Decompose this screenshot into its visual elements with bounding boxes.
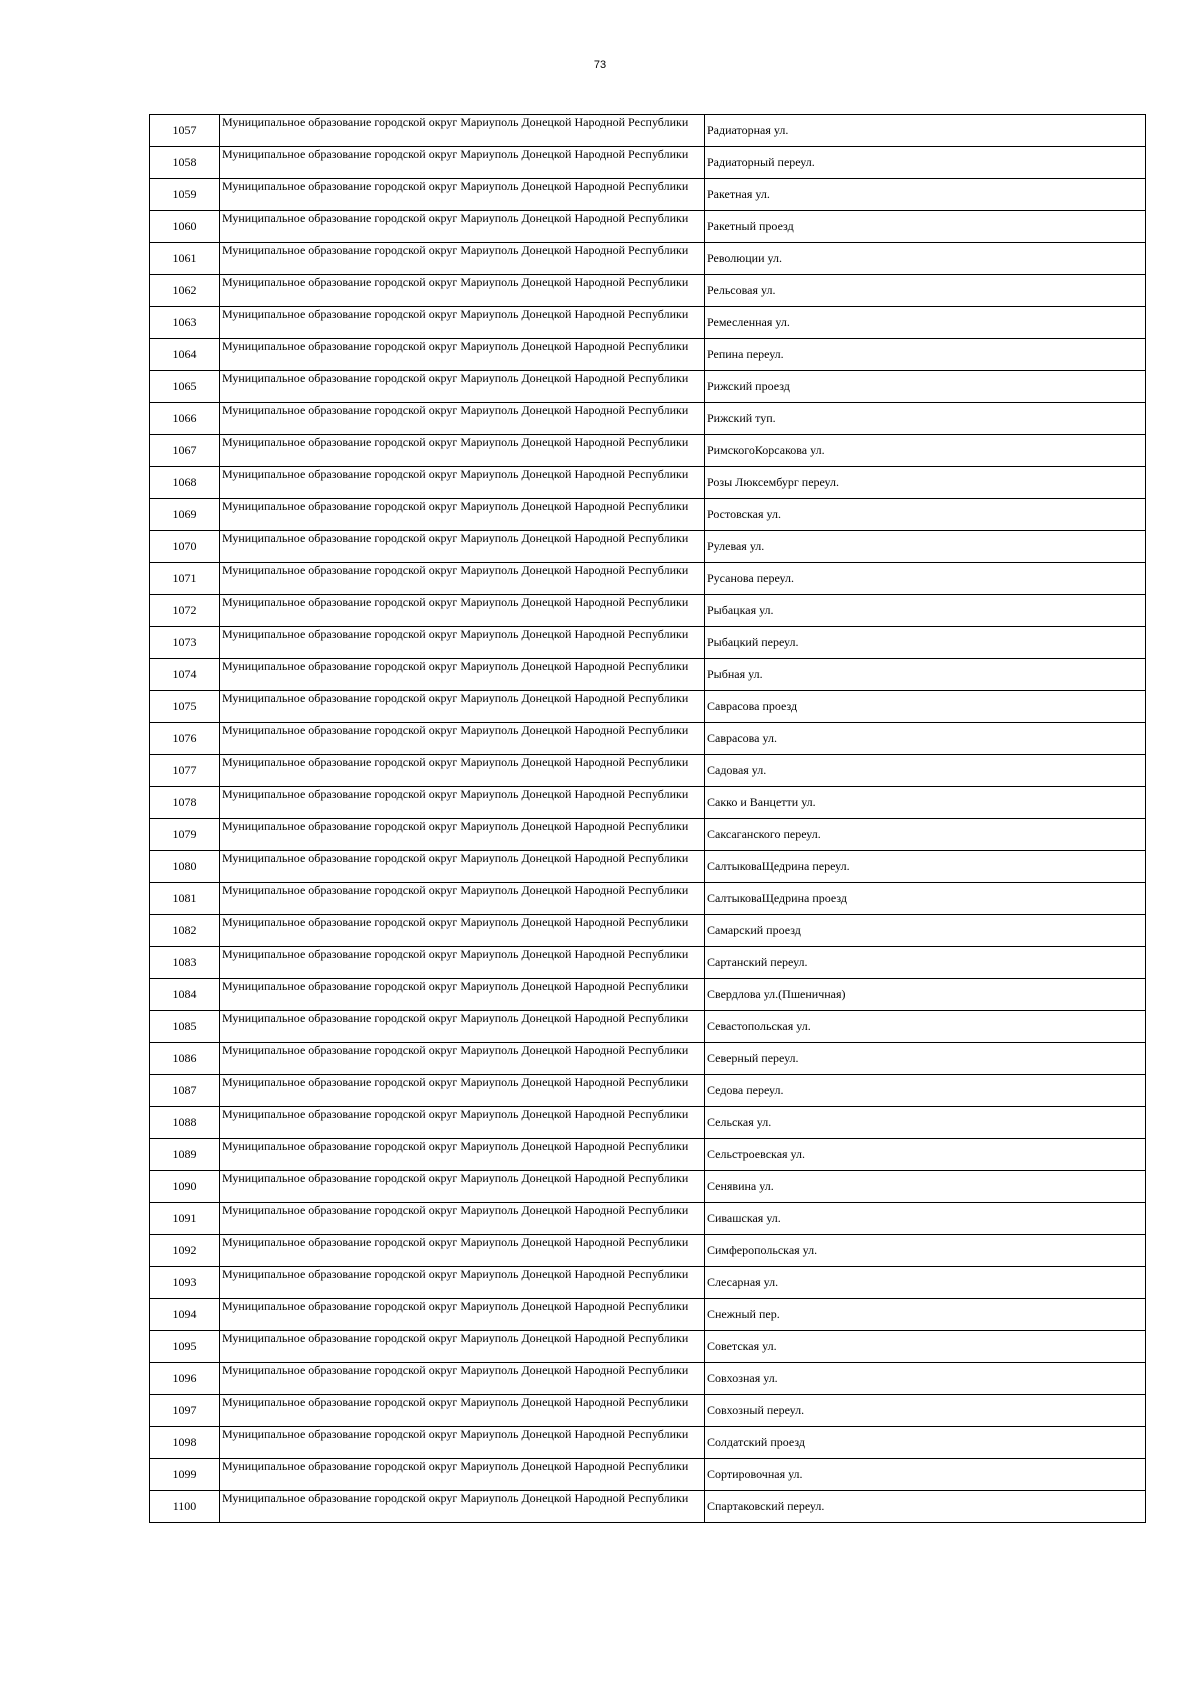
table-row <box>150 307 1146 339</box>
table-row <box>150 1267 1146 1299</box>
street-name: Свердлова ул.(Пшеничная) <box>705 979 1146 1011</box>
municipality-name: Муниципальное образование городской округ Мариуполь Донецкой Народной Республики <box>220 659 705 691</box>
municipality-name: Муниципальное образование городской округ Мариуполь Донецкой Народной Республики <box>220 1331 705 1363</box>
street-name: Рельсовая ул. <box>705 275 1146 307</box>
row-number: 1081 <box>150 883 220 915</box>
row-number: 1089 <box>150 1139 220 1171</box>
street-name: Советская ул. <box>705 1331 1146 1363</box>
table-row <box>150 435 1146 467</box>
row-number: 1077 <box>150 755 220 787</box>
table-row <box>150 179 1146 211</box>
municipality-name: Муниципальное образование городской округ Мариуполь Донецкой Народной Республики <box>220 307 705 339</box>
municipality-name: Муниципальное образование городской округ Мариуполь Донецкой Народной Республики <box>220 1171 705 1203</box>
row-number: 1084 <box>150 979 220 1011</box>
row-number: 1090 <box>150 1171 220 1203</box>
row-number: 1059 <box>150 179 220 211</box>
table-row <box>150 723 1146 755</box>
municipality-name: Муниципальное образование городской округ Мариуполь Донецкой Народной Республики <box>220 1427 705 1459</box>
row-number: 1061 <box>150 243 220 275</box>
row-number: 1066 <box>150 403 220 435</box>
row-number: 1078 <box>150 787 220 819</box>
municipality-name: Муниципальное образование городской округ Мариуполь Донецкой Народной Республики <box>220 979 705 1011</box>
table-row <box>150 147 1146 179</box>
row-number: 1063 <box>150 307 220 339</box>
street-name: Садовая ул. <box>705 755 1146 787</box>
table-row <box>150 787 1146 819</box>
street-name: Сельская ул. <box>705 1107 1146 1139</box>
street-name: Русанова переул. <box>705 563 1146 595</box>
row-number: 1086 <box>150 1043 220 1075</box>
row-number: 1094 <box>150 1299 220 1331</box>
row-number: 1069 <box>150 499 220 531</box>
row-number: 1096 <box>150 1363 220 1395</box>
row-number: 1070 <box>150 531 220 563</box>
street-name: Рыбацкий переул. <box>705 627 1146 659</box>
street-name: Сортировочная ул. <box>705 1459 1146 1491</box>
municipality-name: Муниципальное образование городской округ Мариуполь Донецкой Народной Республики <box>220 851 705 883</box>
street-registry-table <box>149 114 1146 1523</box>
street-name: Седова переул. <box>705 1075 1146 1107</box>
row-number: 1087 <box>150 1075 220 1107</box>
municipality-name: Муниципальное образование городской округ Мариуполь Донецкой Народной Республики <box>220 435 705 467</box>
row-number: 1083 <box>150 947 220 979</box>
municipality-name: Муниципальное образование городской округ Мариуполь Донецкой Народной Республики <box>220 595 705 627</box>
municipality-name: Муниципальное образование городской округ Мариуполь Донецкой Народной Республики <box>220 1139 705 1171</box>
row-number: 1075 <box>150 691 220 723</box>
street-name: СалтыковаЩедрина переул. <box>705 851 1146 883</box>
street-name: Радиаторный переул. <box>705 147 1146 179</box>
municipality-name: Муниципальное образование городской округ Мариуполь Донецкой Народной Республики <box>220 531 705 563</box>
street-name: Снежный пер. <box>705 1299 1146 1331</box>
table-row <box>150 1459 1146 1491</box>
municipality-name: Муниципальное образование городской округ Мариуполь Донецкой Народной Республики <box>220 1235 705 1267</box>
street-name: РимскогоКорсакова ул. <box>705 435 1146 467</box>
municipality-name: Муниципальное образование городской округ Мариуполь Донецкой Народной Республики <box>220 467 705 499</box>
table-row <box>150 755 1146 787</box>
table-row <box>150 1139 1146 1171</box>
street-name: Саврасова проезд <box>705 691 1146 723</box>
municipality-name: Муниципальное образование городской округ Мариуполь Донецкой Народной Республики <box>220 1267 705 1299</box>
table-row <box>150 1075 1146 1107</box>
street-name: Сартанский переул. <box>705 947 1146 979</box>
municipality-name: Муниципальное образование городской округ Мариуполь Донецкой Народной Республики <box>220 499 705 531</box>
street-name: СалтыковаЩедрина проезд <box>705 883 1146 915</box>
table-row <box>150 851 1146 883</box>
municipality-name: Муниципальное образование городской округ Мариуполь Донецкой Народной Республики <box>220 691 705 723</box>
municipality-name: Муниципальное образование городской округ Мариуполь Донецкой Народной Республики <box>220 1043 705 1075</box>
row-number: 1058 <box>150 147 220 179</box>
row-number: 1091 <box>150 1203 220 1235</box>
street-name: Самарский проезд <box>705 915 1146 947</box>
row-number: 1068 <box>150 467 220 499</box>
table-row <box>150 1171 1146 1203</box>
street-name: Ремесленная ул. <box>705 307 1146 339</box>
municipality-name: Муниципальное образование городской округ Мариуполь Донецкой Народной Республики <box>220 275 705 307</box>
municipality-name: Муниципальное образование городской округ Мариуполь Донецкой Народной Республики <box>220 371 705 403</box>
municipality-name: Муниципальное образование городской округ Мариуполь Донецкой Народной Республики <box>220 627 705 659</box>
page-number: 73 <box>593 59 607 71</box>
row-number: 1076 <box>150 723 220 755</box>
row-number: 1095 <box>150 1331 220 1363</box>
table-row <box>150 467 1146 499</box>
table-row <box>150 339 1146 371</box>
table-row <box>150 1043 1146 1075</box>
street-name: Слесарная ул. <box>705 1267 1146 1299</box>
table-row <box>150 819 1146 851</box>
row-number: 1082 <box>150 915 220 947</box>
municipality-name: Муниципальное образование городской округ Мариуполь Донецкой Народной Республики <box>220 755 705 787</box>
municipality-name: Муниципальное образование городской округ Мариуполь Донецкой Народной Республики <box>220 1363 705 1395</box>
municipality-name: Муниципальное образование городской округ Мариуполь Донецкой Народной Республики <box>220 1491 705 1523</box>
street-name: Радиаторная ул. <box>705 115 1146 147</box>
row-number: 1074 <box>150 659 220 691</box>
table-row <box>150 1363 1146 1395</box>
table-row <box>150 1203 1146 1235</box>
street-name: Симферопольская ул. <box>705 1235 1146 1267</box>
table-row <box>150 1427 1146 1459</box>
row-number: 1071 <box>150 563 220 595</box>
row-number: 1064 <box>150 339 220 371</box>
street-name: Сенявина ул. <box>705 1171 1146 1203</box>
table-row <box>150 1299 1146 1331</box>
street-name: Сельстроевская ул. <box>705 1139 1146 1171</box>
table-row <box>150 211 1146 243</box>
table-row <box>150 243 1146 275</box>
table-row <box>150 947 1146 979</box>
street-name: Северный переул. <box>705 1043 1146 1075</box>
municipality-name: Муниципальное образование городской округ Мариуполь Донецкой Народной Республики <box>220 563 705 595</box>
row-number: 1079 <box>150 819 220 851</box>
street-name: Рулевая ул. <box>705 531 1146 563</box>
municipality-name: Муниципальное образование городской округ Мариуполь Донецкой Народной Республики <box>220 1299 705 1331</box>
municipality-name: Муниципальное образование городской округ Мариуполь Донецкой Народной Республики <box>220 403 705 435</box>
street-name: Саксаганского переул. <box>705 819 1146 851</box>
municipality-name: Муниципальное образование городской округ Мариуполь Донецкой Народной Республики <box>220 1395 705 1427</box>
table-row <box>150 1011 1146 1043</box>
municipality-name: Муниципальное образование городской округ Мариуполь Донецкой Народной Республики <box>220 883 705 915</box>
table-row <box>150 275 1146 307</box>
municipality-name: Муниципальное образование городской округ Мариуполь Донецкой Народной Республики <box>220 787 705 819</box>
table-row <box>150 531 1146 563</box>
municipality-name: Муниципальное образование городской округ Мариуполь Донецкой Народной Республики <box>220 115 705 147</box>
municipality-name: Муниципальное образование городской округ Мариуполь Донецкой Народной Республики <box>220 1107 705 1139</box>
street-name: Рыбацкая ул. <box>705 595 1146 627</box>
street-name: Ракетный проезд <box>705 211 1146 243</box>
municipality-name: Муниципальное образование городской округ Мариуполь Донецкой Народной Республики <box>220 819 705 851</box>
row-number: 1057 <box>150 115 220 147</box>
street-name: Рижский туп. <box>705 403 1146 435</box>
row-number: 1098 <box>150 1427 220 1459</box>
row-number: 1065 <box>150 371 220 403</box>
street-name: Ростовская ул. <box>705 499 1146 531</box>
table-row <box>150 1395 1146 1427</box>
row-number: 1092 <box>150 1235 220 1267</box>
registry-body <box>150 115 1146 1523</box>
municipality-name: Муниципальное образование городской округ Мариуполь Донецкой Народной Республики <box>220 1075 705 1107</box>
street-name: Саврасова ул. <box>705 723 1146 755</box>
municipality-name: Муниципальное образование городской округ Мариуполь Донецкой Народной Республики <box>220 1011 705 1043</box>
municipality-name: Муниципальное образование городской округ Мариуполь Донецкой Народной Республики <box>220 179 705 211</box>
table-row <box>150 563 1146 595</box>
street-name: Розы Люксембург переул. <box>705 467 1146 499</box>
table-row <box>150 1107 1146 1139</box>
street-name: Севастопольская ул. <box>705 1011 1146 1043</box>
table-row <box>150 1491 1146 1523</box>
row-number: 1060 <box>150 211 220 243</box>
street-name: Рижский проезд <box>705 371 1146 403</box>
table-row <box>150 691 1146 723</box>
table-row <box>150 403 1146 435</box>
street-name: Репина переул. <box>705 339 1146 371</box>
municipality-name: Муниципальное образование городской округ Мариуполь Донецкой Народной Республики <box>220 339 705 371</box>
row-number: 1072 <box>150 595 220 627</box>
table-row <box>150 915 1146 947</box>
row-number: 1099 <box>150 1459 220 1491</box>
street-name: Совхозная ул. <box>705 1363 1146 1395</box>
municipality-name: Муниципальное образование городской округ Мариуполь Донецкой Народной Республики <box>220 1203 705 1235</box>
row-number: 1080 <box>150 851 220 883</box>
municipality-name: Муниципальное образование городской округ Мариуполь Донецкой Народной Республики <box>220 147 705 179</box>
table-row <box>150 499 1146 531</box>
municipality-name: Муниципальное образование городской округ Мариуполь Донецкой Народной Республики <box>220 947 705 979</box>
table-row <box>150 115 1146 147</box>
table-row <box>150 1331 1146 1363</box>
row-number: 1062 <box>150 275 220 307</box>
row-number: 1097 <box>150 1395 220 1427</box>
municipality-name: Муниципальное образование городской округ Мариуполь Донецкой Народной Республики <box>220 243 705 275</box>
municipality-name: Муниципальное образование городской округ Мариуполь Донецкой Народной Республики <box>220 211 705 243</box>
table-row <box>150 883 1146 915</box>
municipality-name: Муниципальное образование городской округ Мариуполь Донецкой Народной Республики <box>220 723 705 755</box>
row-number: 1100 <box>150 1491 220 1523</box>
street-name: Сакко и Ванцетти ул. <box>705 787 1146 819</box>
table-row <box>150 659 1146 691</box>
table-row <box>150 595 1146 627</box>
municipality-name: Муниципальное образование городской округ Мариуполь Донецкой Народной Республики <box>220 915 705 947</box>
row-number: 1073 <box>150 627 220 659</box>
row-number: 1088 <box>150 1107 220 1139</box>
street-name: Ракетная ул. <box>705 179 1146 211</box>
row-number: 1093 <box>150 1267 220 1299</box>
street-name: Совхозный переул. <box>705 1395 1146 1427</box>
street-name: Спартаковский переул. <box>705 1491 1146 1523</box>
street-name: Солдатский проезд <box>705 1427 1146 1459</box>
street-name: Революции ул. <box>705 243 1146 275</box>
row-number: 1085 <box>150 1011 220 1043</box>
table-row <box>150 979 1146 1011</box>
street-name: Сивашская ул. <box>705 1203 1146 1235</box>
table-row <box>150 371 1146 403</box>
table-row <box>150 627 1146 659</box>
street-name: Рыбная ул. <box>705 659 1146 691</box>
municipality-name: Муниципальное образование городской округ Мариуполь Донецкой Народной Республики <box>220 1459 705 1491</box>
table-row <box>150 1235 1146 1267</box>
row-number: 1067 <box>150 435 220 467</box>
